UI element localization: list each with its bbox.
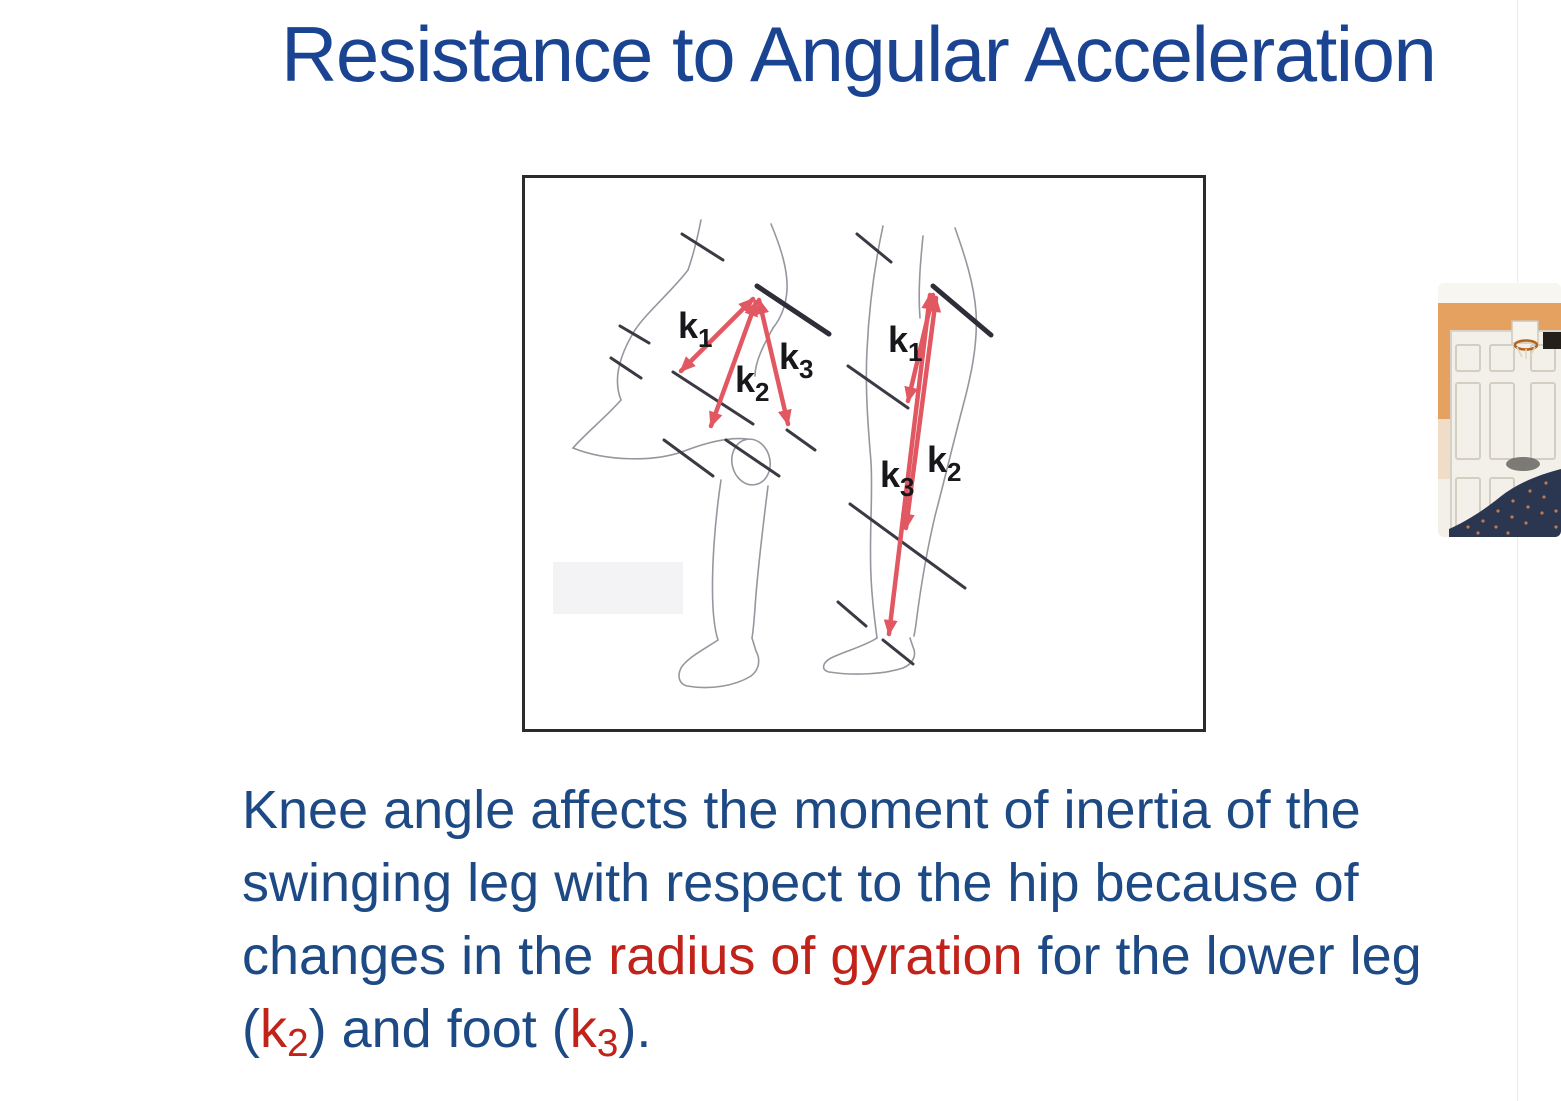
webcam-video-frame [1438,283,1561,537]
right-k1-label: $k_1$ [888,319,923,367]
right-k2-label: $k_2$ [927,439,962,487]
ceiling [1438,283,1561,303]
left-k1-label: $k_1$ [678,305,713,353]
caption-segment: changes in the [242,926,609,986]
caption-segment: radius of gyration [608,926,1023,986]
dark-object [1543,332,1561,349]
caption-segment: k [259,999,287,1059]
caption-segment: 3 [596,1021,619,1065]
caption-segment: ). [618,999,652,1059]
scan-smudge [553,562,683,614]
wall-orange-left [1438,331,1451,419]
caption-segment: k [569,999,597,1059]
caption-segment: for the lower leg [1022,926,1422,986]
left-leg-outline [573,220,787,688]
caption-segment: 2 [286,1021,309,1065]
wall-orange-band [1438,303,1561,331]
caption-line-4 [242,993,1422,1066]
slide-edge-line [1517,0,1518,1101]
caption-line-2 [242,847,1422,920]
right-k3-label: $k_3$ [880,454,915,502]
right-leg-outline [824,226,977,674]
caption-segment: swinging leg with respect to the hip because of [242,853,1359,913]
right-hip-axis-line [933,286,991,335]
leg-diagram [525,178,1203,729]
caption-line-3 [242,920,1422,993]
wall-light-left [1438,419,1451,479]
caption-line-1 [242,774,1422,847]
caption-segment: ) and foot ( [308,999,570,1059]
webcam-overlay[interactable] [1438,283,1561,537]
page-title: Resistance to Angular Acceleration [281,10,1436,98]
left-k2-label: $k_2$ [735,359,770,407]
caption-text [242,774,1422,1066]
figure-box [522,175,1206,732]
left-hip-axis-line [757,286,829,334]
left-k3-label: $k_3$ [779,336,814,384]
caption-segment: ( [242,999,260,1059]
caption-segment: Knee angle affects the moment of inertia of the [242,780,1361,840]
door-knob [1506,457,1540,471]
